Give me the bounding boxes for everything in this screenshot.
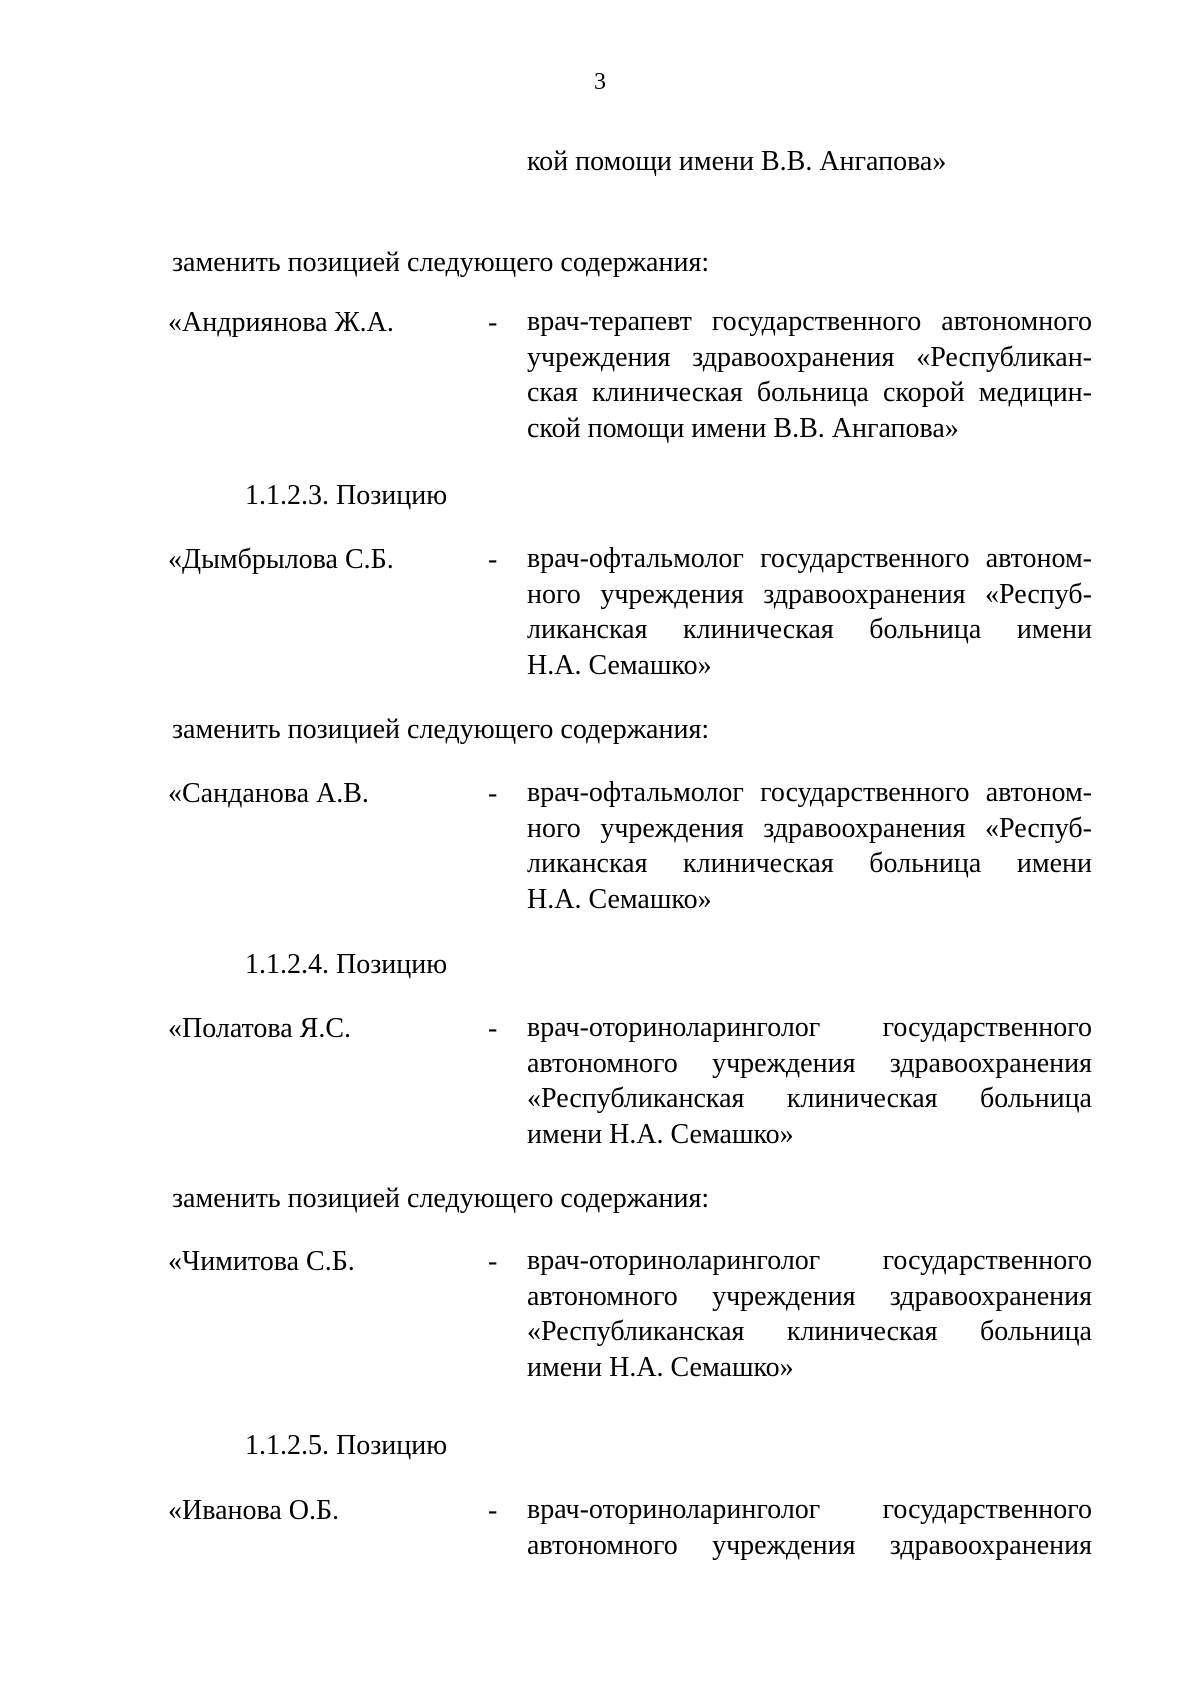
position-description bbox=[527, 541, 1092, 683]
dash-separator: - bbox=[488, 1495, 498, 1526]
person-name: «Андриянова Ж.А. bbox=[168, 307, 394, 338]
description-line: ликанская клиническая больница имени bbox=[527, 614, 1092, 645]
description-line: врач-оториноларинголог государственного bbox=[527, 1494, 1092, 1525]
person-name: «Иванова О.Б. bbox=[168, 1495, 340, 1526]
dash-separator: - bbox=[488, 307, 498, 338]
person-name: «Санданова А.В. bbox=[168, 778, 369, 809]
position-description bbox=[527, 304, 1092, 446]
section-heading: 1.1.2.5. Позицию bbox=[245, 1430, 448, 1461]
description-line: ного учреждения здравоохранения «Респуб- bbox=[527, 578, 1092, 610]
section-heading: 1.1.2.4. Позицию bbox=[245, 949, 448, 980]
continuation-line: кой помощи имени В.В. Ангапова» bbox=[527, 146, 947, 177]
description-line: автономного учреждения здравоохранения bbox=[527, 1529, 1092, 1561]
page-number: 3 bbox=[594, 69, 606, 95]
person-name: «Чимитова С.Б. bbox=[168, 1246, 355, 1277]
description-line: Н.А. Семашко» bbox=[527, 649, 712, 681]
replace-instruction: заменить позицией следующего содержания: bbox=[172, 1183, 710, 1214]
person-name: «Полатова Я.С. bbox=[168, 1013, 352, 1044]
description-line: врач-оториноларинголог государственного bbox=[527, 1012, 1092, 1043]
description-line: врач-офтальмолог государственного автоном- bbox=[527, 543, 1092, 574]
position-description bbox=[527, 775, 1092, 917]
description-line: Н.А. Семашко» bbox=[527, 883, 712, 915]
section-heading: 1.1.2.3. Позицию bbox=[245, 480, 448, 511]
description-line: имени Н.А. Семашко» bbox=[527, 1351, 794, 1383]
position-description bbox=[527, 1010, 1092, 1152]
description-line: ская клиническая больница скорой медицин- bbox=[527, 377, 1092, 408]
description-line: врач-терапевт государственного автономного bbox=[527, 306, 1092, 337]
description-line: ного учреждения здравоохранения «Респуб- bbox=[527, 812, 1092, 844]
description-line: автономного учреждения здравоохранения bbox=[527, 1280, 1092, 1312]
person-name: «Дымбрылова С.Б. bbox=[168, 544, 394, 575]
description-line: врач-офтальмолог государственного автоном- bbox=[527, 777, 1092, 808]
description-line: «Республиканская клиническая больница bbox=[527, 1316, 1092, 1347]
replace-instruction: заменить позицией следующего содержания: bbox=[172, 714, 710, 745]
replace-instruction: заменить позицией следующего содержания: bbox=[172, 247, 710, 278]
position-description bbox=[527, 1492, 1092, 1563]
description-line: ской помощи имени В.В. Ангапова» bbox=[527, 412, 959, 444]
description-line: автономного учреждения здравоохранения bbox=[527, 1047, 1092, 1079]
position-description bbox=[527, 1243, 1092, 1385]
dash-separator: - bbox=[488, 1013, 498, 1044]
description-line: учреждения здравоохранения «Республикан- bbox=[527, 341, 1092, 373]
dash-separator: - bbox=[488, 1246, 498, 1277]
description-line: врач-оториноларинголог государственного bbox=[527, 1245, 1092, 1276]
description-line: «Республиканская клиническая больница bbox=[527, 1083, 1092, 1114]
description-line: ликанская клиническая больница имени bbox=[527, 848, 1092, 879]
dash-separator: - bbox=[488, 544, 498, 575]
dash-separator: - bbox=[488, 778, 498, 809]
description-line: имени Н.А. Семашко» bbox=[527, 1118, 794, 1150]
